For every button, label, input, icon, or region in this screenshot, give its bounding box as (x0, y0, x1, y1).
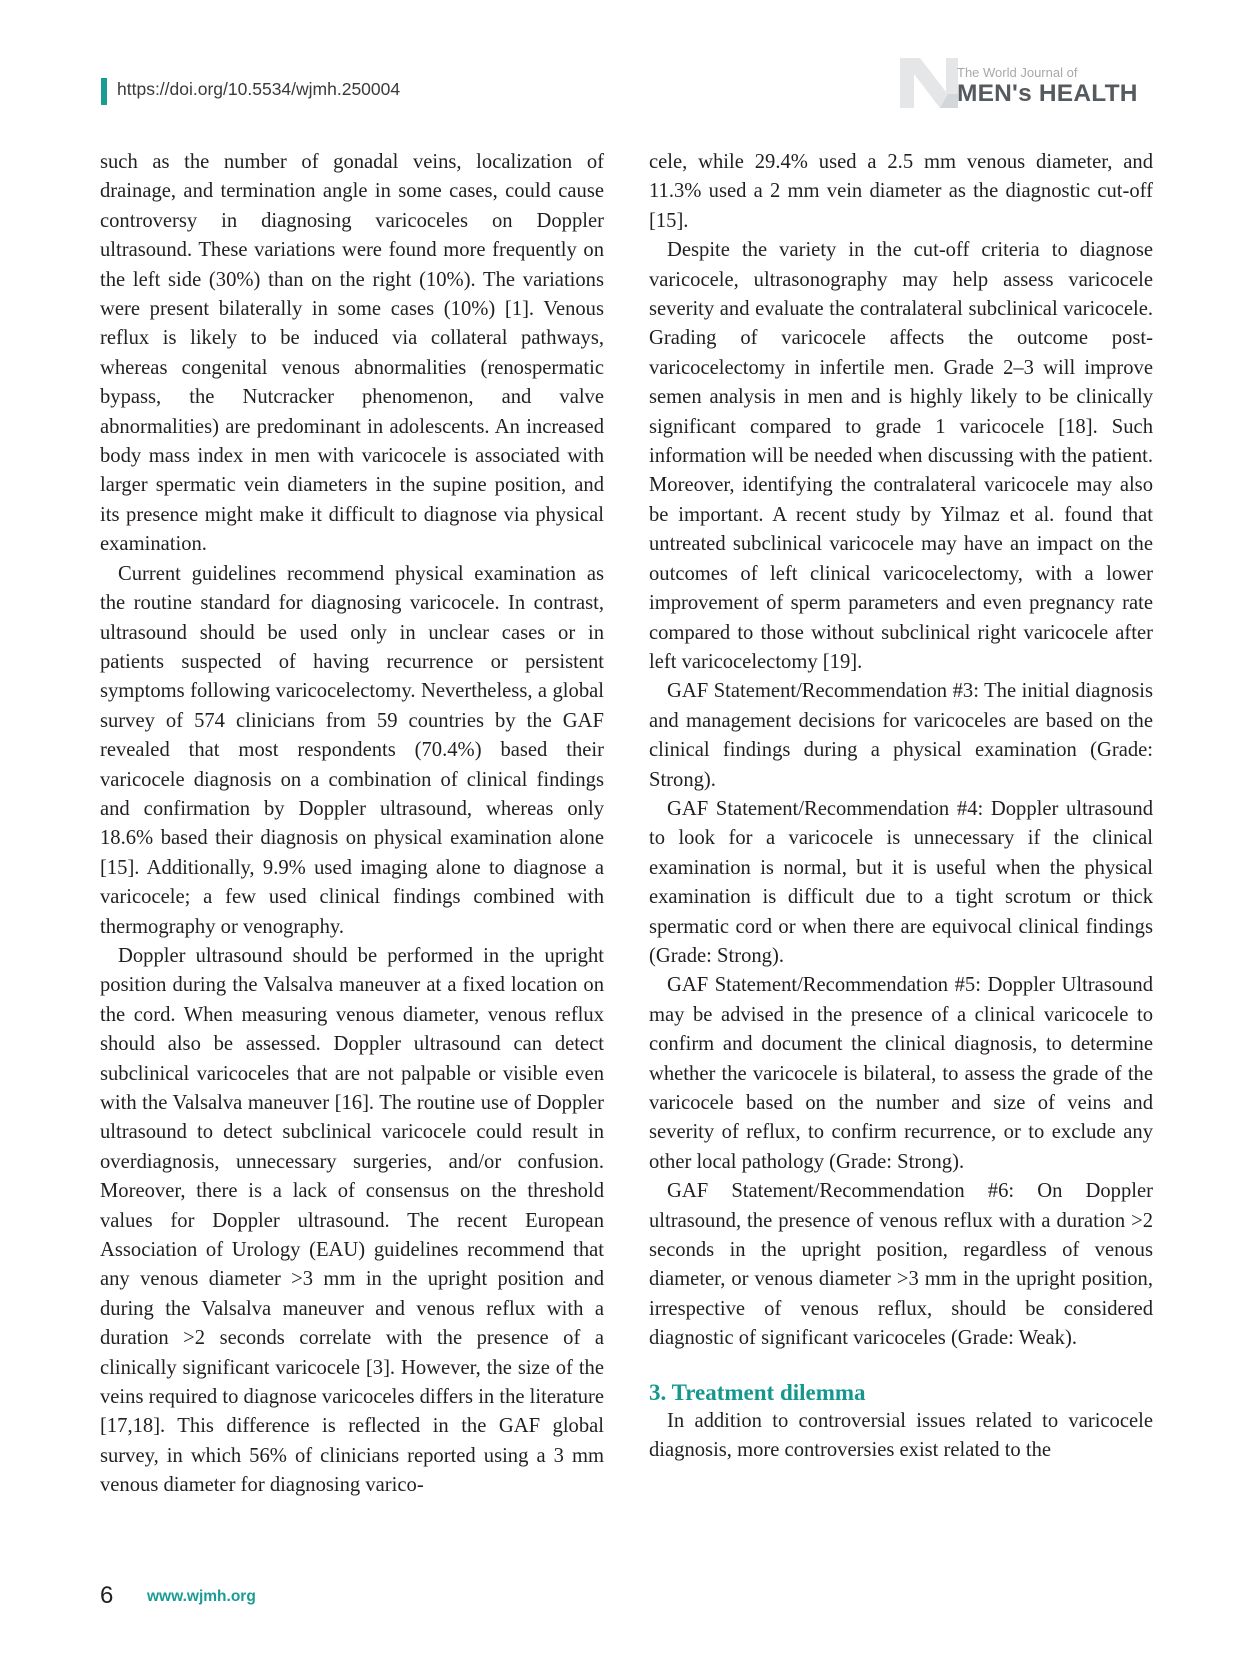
recommendation-6: GAF Statement/Recommendation #6: On Doppler ultrasound, the presence of venous reflux with a duration >2 seconds in the upright position, regardless of venous diameter, or venous diameter >3 mm in the upright position, irrespective of venous reflux, should be considered diagnostic of significant varicoceles (Grade: Weak). (649, 1180, 1153, 1350)
recommendation-5: GAF Statement/Recommendation #5: Doppler Ultrasound may be advised in the presence of a clinical varicocele to confirm and document the clinical diagnosis, to determine whether the varicocele is bilateral, to assess the grade of the varicocele based on the number and size of veins and severity of reflux, to confirm recurrence, or to exclude any other local pathology (Grade: Strong). (649, 974, 1153, 1173)
body-paragraph: such as the number of gonadal veins, localization of drainage, and termination angle in some cases, could cause controversy in diagnosing varicoceles on Doppler ultrasound. These variations were found more frequently on the left side (30%) than on the right (10%). The variations were present bilaterally in some cases (10%) [1]. Venous reflux is likely to be induced via collateral pathways, whereas congenital venous abnormalities (renospermatic bypass, the Nutcracker phenomenon, and valve abnormalities) are predominant in adolescents. An increased body mass index in men with varicocele is associated with larger spermatic vein diameters in the supine position, and its presence might make it difficult to diagnose via physical examination. (100, 151, 604, 556)
body-paragraph: cele, while 29.4% used a 2.5 mm venous diameter, and 11.3% used a 2 mm vein diameter as the diagnostic cut-off [15]. (649, 151, 1153, 232)
section-heading: 3. Treatment dilemma (649, 1379, 866, 1405)
journal-logo-subtitle: The World Journal of (957, 65, 1078, 80)
journal-logo-mark-icon (900, 58, 962, 108)
doi-link[interactable]: https://doi.org/10.5534/wjmh.250004 (117, 79, 401, 99)
body-paragraph: Despite the variety in the cut-off criteria to diagnose varicocele, ultrasonography may help assess varicocele severity and evaluate the contralateral subclinical varicocele. Grading of varicocele affects the outcome post-varicocelectomy in infertile men. Grade 2–3 will improve semen analysis in men and is highly likely to be clinically significant compared to grade 1 varicocele [18]. Such information will be needed when discussing with the patient. Moreover, identifying the contralateral varicocele may also be important. A recent study by Yilmaz et al. found that untreated subclinical varicocele may have an impact on the outcomes of left clinical varicocelectomy, with a lower improvement of sperm parameters and even pregnancy rate compared to those without subclinical right varicocele after left varicocelectomy [19]. (649, 239, 1153, 673)
recommendation-3: GAF Statement/Recommendation #3: The initial diagnosis and management decisions for varicoceles are based on the clinical findings during a physical examination (Grade: Strong). (649, 680, 1153, 791)
body-paragraph: Current guidelines recommend physical examination as the routine standard for diagnosing varicocele. In contrast, ultrasound should be used only in unclear cases or in patients suspected of having recurrence or persistent symptoms following varicocelectomy. Nevertheless, a global survey of 574 clinicians from 59 countries by the GAF revealed that most respondents (70.4%) based their varicocele diagnosis on a combination of clinical findings and confirmation by Doppler ultrasound, whereas only 18.6% based their diagnosis on physical examination alone [15]. Additionally, 9.9% used imaging alone to diagnose a varicocele; a few used clinical findings combined with thermography or venography. (100, 562, 604, 938)
recommendation-4: GAF Statement/Recommendation #4: Doppler ultrasound to look for a varicocele is unnecessary if the clinical examination is normal, but it is useful when the physical examination is difficult due to a tight scrotum or thick spermatic cord or when there are equivocal clinical findings (Grade: Strong). (649, 797, 1153, 967)
left-column (100, 148, 604, 1501)
right-column (649, 148, 1153, 1465)
journal-logo-title: MEN's HEALTH (957, 80, 1138, 107)
journal-website-link[interactable]: www.wjmh.org (147, 1588, 256, 1605)
page-number: 6 (100, 1582, 114, 1609)
body-paragraph: Doppler ultrasound should be performed in the upright position during the Valsalva maneuver at a fixed location on the cord. When measuring venous diameter, venous reflux should also be assessed. Doppler ultrasound can detect subclinical varicoceles that are not palpable or visible even with the Valsalva maneuver [16]. The routine use of Doppler ultrasound to detect subclinical varicocele could result in overdiagnosis, unnecessary surgeries, and/or confusion. Moreover, there is a lack of consensus on the threshold values for Doppler ultrasound. The recent European Association of Urology (EAU) guidelines recommend that any venous diameter >3 mm in the upright position and during the Valsalva maneuver and venous reflux with a duration >2 seconds correlate with the presence of a clinically significant varicocele [3]. However, the size of the veins required to diagnose varicoceles differs in the literature [17,18]. This difference is reflected in the GAF global survey, in which 56% of clinicians reported using a 3 mm venous diameter for diagnosing varico- (100, 944, 604, 1497)
journal-logo (900, 58, 1150, 110)
doi-accent-bar (101, 78, 107, 105)
body-paragraph: In addition to controversial issues related to varicocele diagnosis, more controversies exist related to the (649, 1409, 1153, 1462)
